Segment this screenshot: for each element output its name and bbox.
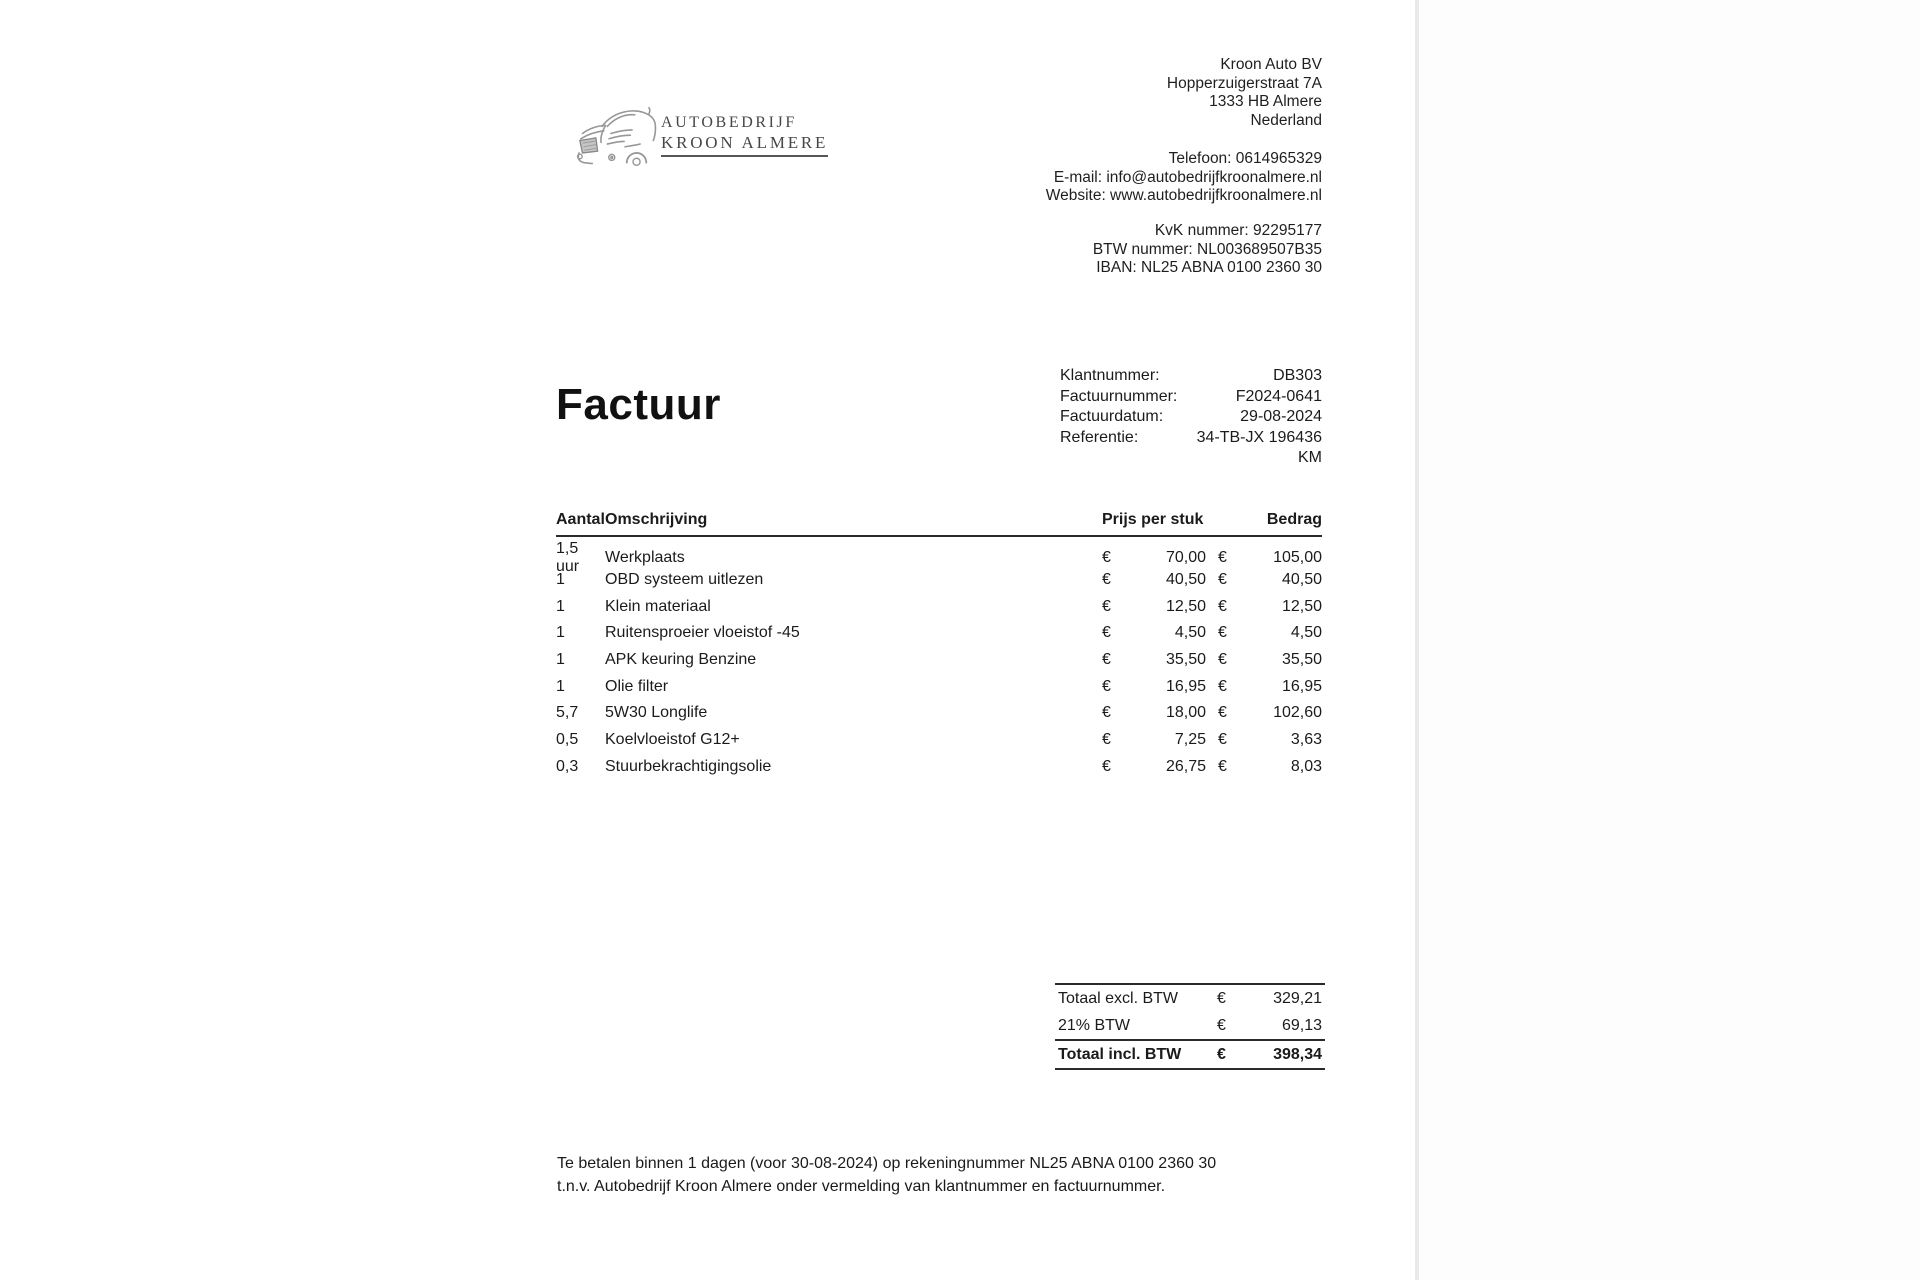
cell-desc: Olie filter (605, 677, 669, 695)
currency-symbol: € (1218, 677, 1227, 695)
payment-terms-line1: Te betalen binnen 1 dagen (voor 30-08-2024) op rekeningnummer NL25 ABNA 0100 2360 30 (557, 1155, 1217, 1172)
totals-value: 69,13 (1281, 1016, 1322, 1034)
meta-label: Klantnummer: (1060, 367, 1160, 384)
cell-desc: Werkplaats (605, 549, 685, 566)
invoice-title: Factuur (556, 380, 721, 429)
table-rows (556, 537, 1322, 780)
cell-unit-price: 40,50 (1165, 571, 1206, 589)
meta-value: 34-TB-JX 196436 KM (1196, 428, 1322, 466)
company-website: Website: www.autobedrijfkroonalmere.nl (1045, 187, 1322, 205)
currency-symbol: € (1217, 1045, 1226, 1063)
company-registration-block (1022, 222, 1322, 278)
cell-unit-price: 7,25 (1174, 731, 1206, 749)
cell-desc: Stuurbekrachtigingsolie (605, 757, 772, 775)
cell-qty: 1 (556, 571, 565, 589)
currency-symbol: € (1218, 549, 1227, 566)
cell-desc: Klein materiaal (605, 597, 711, 615)
cell-desc: APK keuring Benzine (605, 651, 757, 669)
cell-unit-price: 16,95 (1165, 677, 1206, 695)
cell-unit-price: 26,75 (1165, 757, 1206, 775)
line-items-table (556, 511, 1322, 780)
meta-row-referentie (1060, 428, 1322, 469)
meta-label: Factuurnummer: (1060, 387, 1178, 405)
company-kvk: KvK nummer: 92295177 (1154, 222, 1322, 239)
totals-block (1055, 983, 1325, 1070)
cell-amount: 40,50 (1281, 571, 1322, 589)
currency-symbol: € (1218, 624, 1227, 642)
company-logo (570, 100, 828, 168)
currency-symbol: € (1102, 549, 1111, 566)
table-row (556, 620, 1322, 647)
currency-symbol: € (1102, 624, 1111, 642)
col-header-bedrag: Bedrag (1266, 511, 1322, 528)
car-sketch-icon (570, 106, 665, 168)
cell-qty: 1 (556, 677, 565, 695)
cell-desc: Koelvloeistof G12+ (605, 731, 740, 749)
invoice-meta-block (1060, 366, 1322, 469)
meta-label: Referentie: (1060, 428, 1139, 446)
currency-symbol: € (1218, 704, 1227, 722)
company-postal-city: 1333 HB Almere (1209, 93, 1322, 111)
table-row (556, 567, 1322, 594)
totals-label: Totaal excl. BTW (1058, 989, 1179, 1007)
company-btw: BTW nummer: NL003689507B35 (1092, 240, 1322, 258)
totals-value: 329,21 (1273, 989, 1322, 1007)
cell-amount: 8,03 (1290, 757, 1322, 775)
meta-row-factuurdatum (1060, 407, 1322, 428)
currency-symbol: € (1102, 677, 1111, 695)
company-email: E-mail: info@autobedrijfkroonalmere.nl (1053, 168, 1322, 186)
currency-symbol: € (1217, 989, 1226, 1007)
currency-symbol: € (1102, 704, 1111, 722)
cell-amount: 12,50 (1281, 597, 1322, 615)
payment-terms-line2: t.n.v. Autobedrijf Kroon Almere onder vermelding van klantnummer en factuurnummer. (557, 1177, 1166, 1195)
currency-symbol: € (1218, 651, 1227, 669)
totals-row-excl-btw (1055, 985, 1325, 1012)
cell-qty: 1 (556, 624, 565, 642)
company-phone: Telefoon: 0614965329 (1168, 150, 1322, 167)
meta-label: Factuurdatum: (1060, 408, 1164, 425)
table-row (556, 673, 1322, 700)
currency-symbol: € (1102, 651, 1111, 669)
currency-symbol: € (1102, 757, 1111, 775)
table-row (556, 700, 1322, 727)
table-row (556, 540, 1322, 575)
cell-desc: 5W30 Longlife (605, 704, 708, 722)
col-header-aantal: Aantal (556, 511, 605, 528)
totals-value: 398,34 (1273, 1045, 1322, 1063)
currency-symbol: € (1217, 1016, 1226, 1034)
totals-label: Totaal incl. BTW (1058, 1045, 1182, 1063)
table-row (556, 593, 1322, 620)
currency-symbol: € (1218, 597, 1227, 615)
cell-desc: Ruitensproeier vloeistof -45 (605, 624, 800, 642)
company-contact-block (1022, 150, 1322, 206)
meta-value: 29-08-2024 (1240, 408, 1322, 425)
col-header-prijs-per-stuk: Prijs per stuk (1102, 511, 1204, 528)
cell-qty: 1 (556, 651, 565, 669)
table-header-row (556, 511, 1322, 537)
currency-symbol: € (1218, 757, 1227, 775)
currency-symbol: € (1218, 571, 1227, 589)
cell-unit-price: 4,50 (1174, 624, 1206, 642)
cell-amount: 3,63 (1290, 731, 1322, 749)
cell-qty: 1,5 uur (556, 540, 580, 575)
company-street: Hopperzuigerstraat 7A (1166, 74, 1322, 92)
cell-qty: 0,3 (556, 757, 579, 775)
totals-label: 21% BTW (1058, 1016, 1131, 1034)
totals-row-btw (1055, 1012, 1325, 1039)
meta-value: F2024-0641 (1235, 387, 1322, 405)
company-name: Kroon Auto BV (1220, 56, 1322, 73)
table-row (556, 754, 1322, 781)
cell-qty: 5,7 (556, 704, 579, 722)
cell-qty: 1 (556, 597, 565, 615)
currency-symbol: € (1102, 571, 1111, 589)
company-address-block (1022, 56, 1322, 131)
cell-amount: 102,60 (1273, 704, 1322, 722)
logo-text-line1: AUTOBEDRIJF (661, 114, 797, 131)
cell-amount: 105,00 (1273, 549, 1322, 566)
cell-unit-price: 12,50 (1165, 597, 1206, 615)
meta-row-factuurnummer (1060, 387, 1322, 408)
cell-unit-price: 18,00 (1165, 704, 1206, 722)
meta-value: DB303 (1273, 367, 1322, 384)
meta-row-klantnummer (1060, 366, 1322, 387)
payment-terms (557, 1153, 1216, 1198)
logo-wordmark (661, 114, 828, 157)
totals-row-incl-btw (1055, 1039, 1325, 1070)
cell-amount: 4,50 (1290, 624, 1322, 642)
currency-symbol: € (1102, 597, 1111, 615)
table-row (556, 647, 1322, 674)
col-header-omschrijving: Omschrijving (605, 511, 708, 528)
cell-unit-price: 70,00 (1165, 549, 1206, 566)
company-country: Nederland (1250, 112, 1322, 130)
cell-amount: 16,95 (1281, 677, 1322, 695)
logo-text-line2: KROON ALMERE (661, 133, 828, 157)
table-row (556, 727, 1322, 754)
cell-amount: 35,50 (1281, 651, 1322, 669)
cell-qty: 0,5 (556, 731, 579, 749)
cell-unit-price: 35,50 (1165, 651, 1206, 669)
currency-symbol: € (1218, 731, 1227, 749)
company-iban: IBAN: NL25 ABNA 0100 2360 30 (1096, 259, 1322, 277)
cell-desc: OBD systeem uitlezen (605, 571, 764, 589)
currency-symbol: € (1102, 731, 1111, 749)
